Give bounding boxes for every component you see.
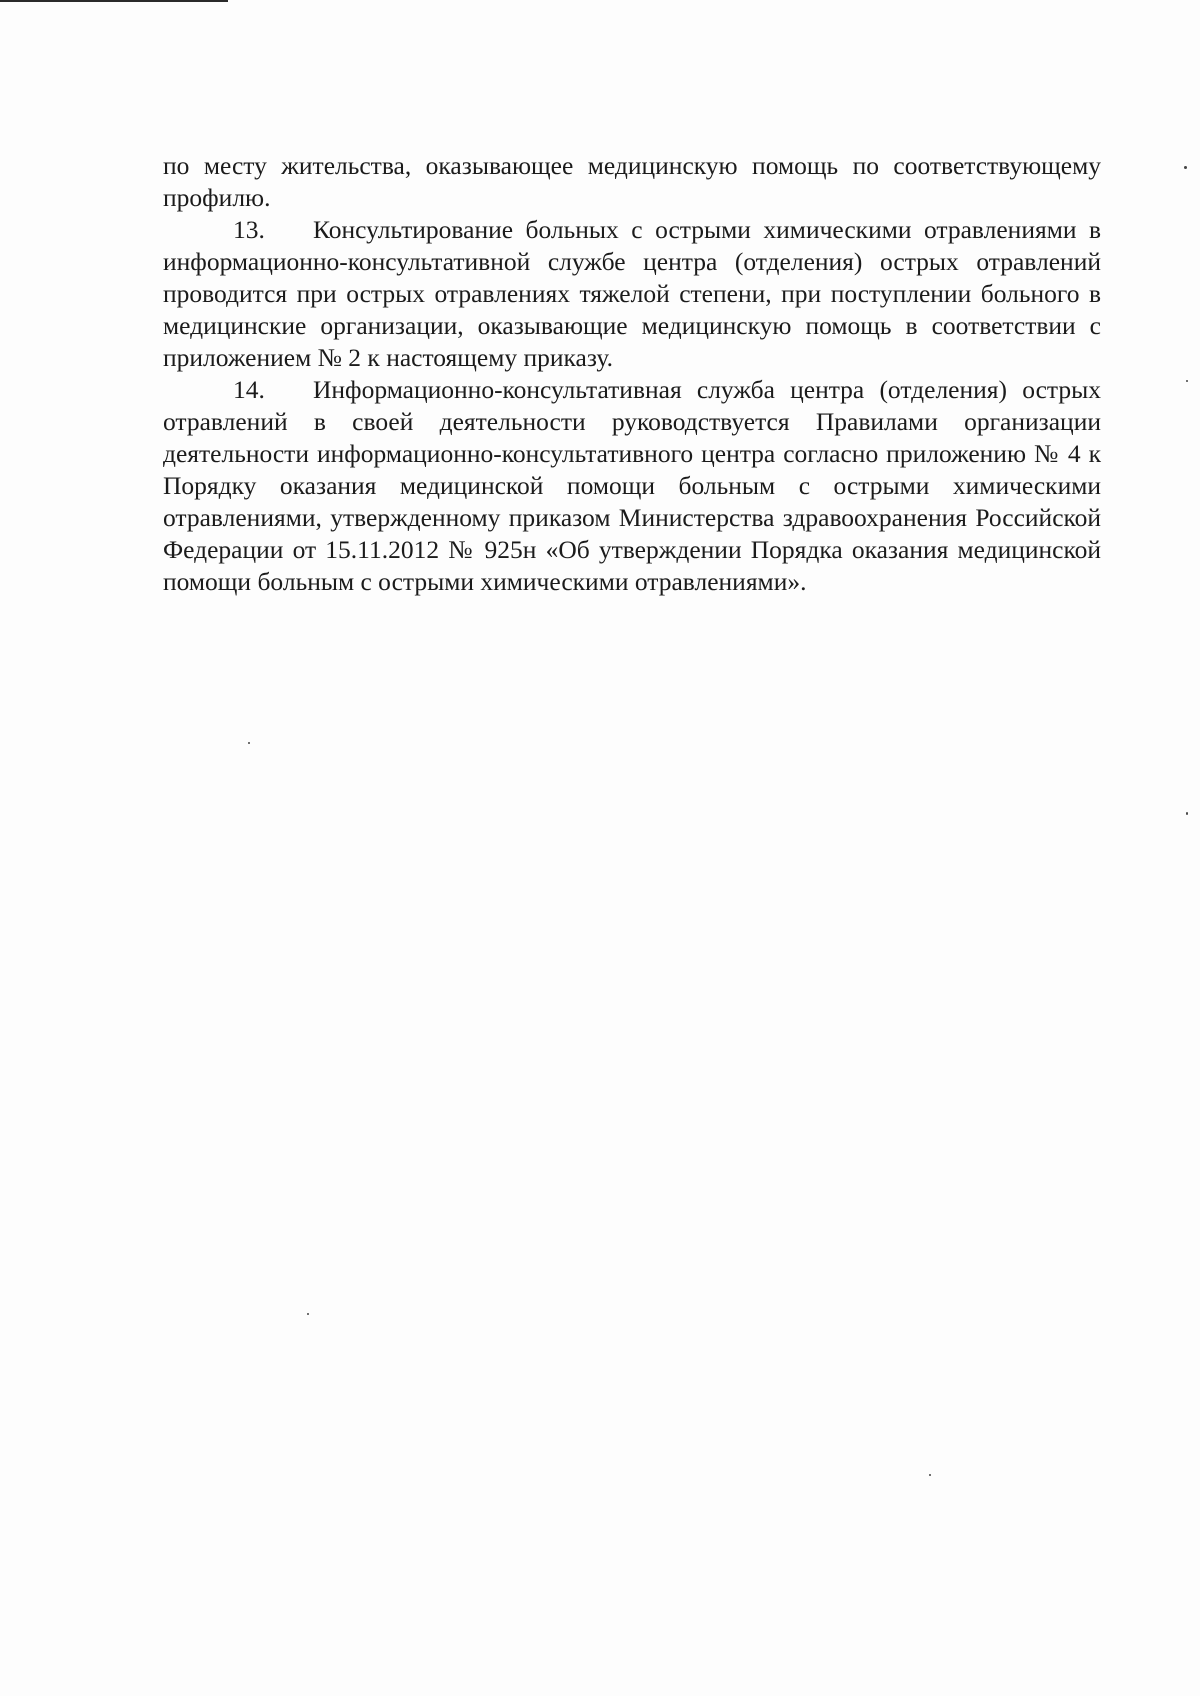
paragraph-number: 13.: [233, 215, 265, 244]
scan-top-rule: [0, 0, 228, 2]
scan-speck: [248, 742, 250, 744]
scan-speck: [1186, 380, 1188, 382]
paragraph-14: [163, 374, 1101, 598]
paragraph-text: Консультирование больных с острыми химическими отравлениями в информационно-консультативной службе центра (отделения) острых отравлений проводится при острых отравлениях тяжелой степени, при поступлении больного в медицинские организации, оказывающие медицинскую помощь в соответствии с приложением № 2 к настоящему приказу.: [163, 215, 1101, 372]
paragraph-13: [163, 214, 1101, 374]
paragraph-number: 14.: [233, 375, 265, 404]
scan-speck: [1184, 166, 1187, 169]
scan-speck: [307, 1313, 309, 1315]
scan-speck: [1186, 812, 1188, 815]
scan-speck: [929, 1474, 931, 1476]
document-body: [163, 150, 1101, 598]
continuation-paragraph: по месту жительства, оказывающее медицинскую помощь по соответствующему профилю.: [163, 151, 1101, 212]
paragraph-text: Информационно-консультативная служба центра (отделения) острых отравлений в своей деятельности руководствуется Правилами организации деятельности информационно-консультативного центра согласно приложению № 4 к Порядку оказания медицинской помощи больным с острыми химическими отравлениями, утвержденному приказом Министерства здравоохранения Российской Федерации от 15.11.2012 № 925н «Об утверждении Порядка оказания медицинской помощи больным с острыми химическими отравлениями».: [163, 375, 1101, 596]
